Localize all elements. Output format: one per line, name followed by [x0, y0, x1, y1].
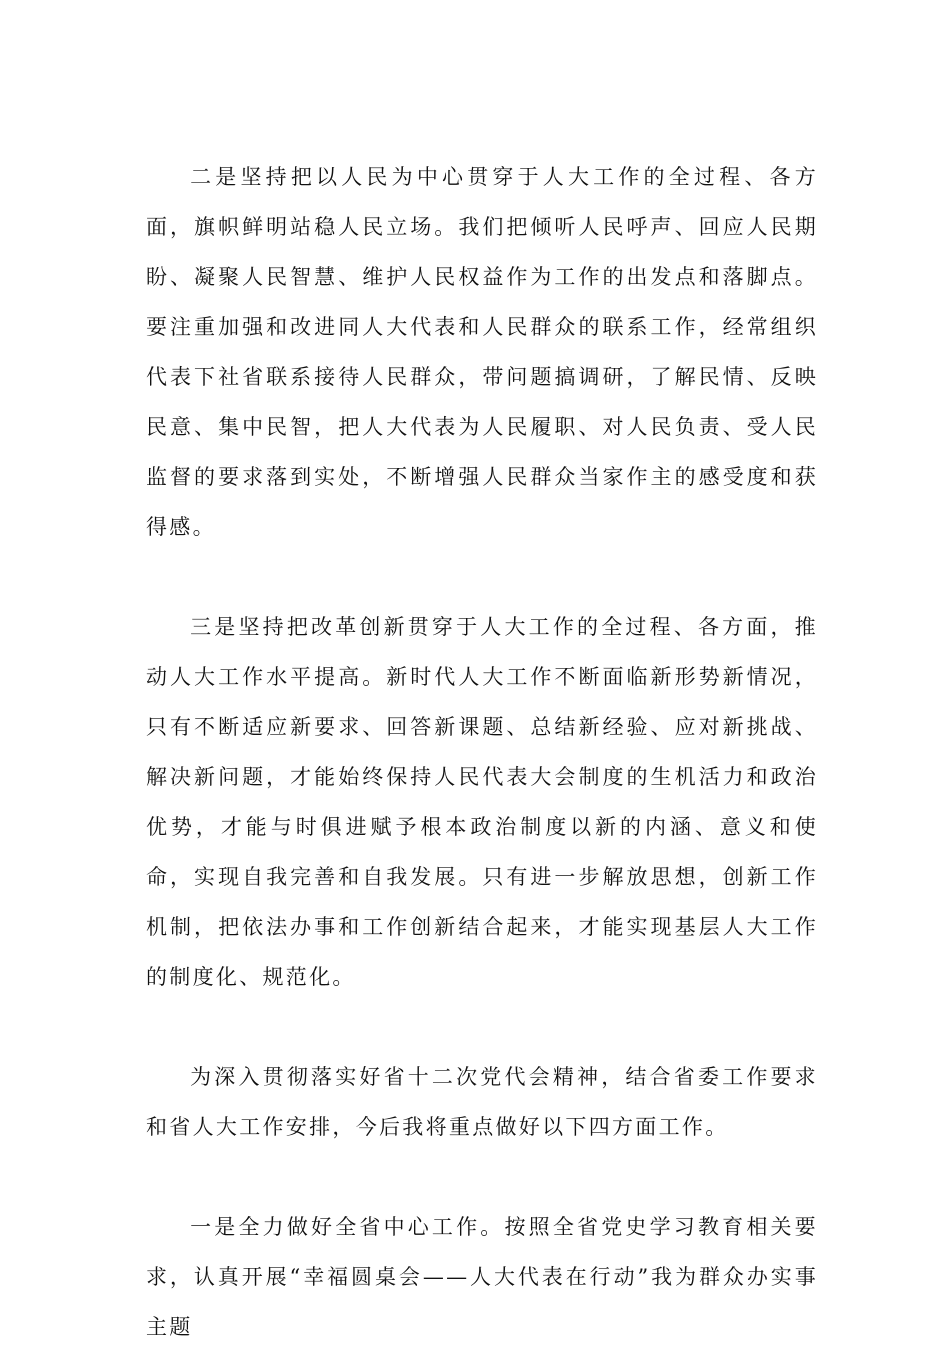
paragraph-reform-innovation: 三是坚持把改革创新贯穿于人大工作的全过程、各方面，推动人大工作水平提高。新时代人大工作不断面临新形势新情况，只有不断适应新要求、回答新课题、总结新经验、应对新挑战、解决新问题，才能始终保持人民代表大会制度的生机活力和政治优势，才能与时俱进赋予根本政治制度以新的内涵、意义和使命，实现自我完善和自我发展。只有进一步解放思想，创新工作机制，把依法办事和工作创新结合起来，才能实现基层人大工作的制度化、规范化。 — [146, 615, 818, 989]
paragraph-central-work: 一是全力做好全省中心工作。按照全省党史学习教育相关要求，认真开展“幸福圆桌会——人大代表在行动”我为群众办实事主题 — [146, 1215, 818, 1339]
document-body — [146, 152, 818, 1352]
paragraph-people-centered: 二是坚持把以人民为中心贯穿于人大工作的全过程、各方面，旗帜鲜明站稳人民立场。我们把倾听人民呼声、回应人民期盼、凝聚人民智慧、维护人民权益作为工作的出发点和落脚点。要注重加强和改进同人大代表和人民群众的联系工作，经常组织代表下社省联系接待人民群众，带问题搞调研，了解民情、反映民意、集中民智，把人大代表为人民履职、对人民负责、受人民监督的要求落到实处，不断增强人民群众当家作主的感受度和获得感。 — [146, 165, 818, 539]
paragraph-work-plan-intro: 为深入贯彻落实好省十二次党代会精神，结合省委工作要求和省人大工作安排，今后我将重点做好以下四方面工作。 — [146, 1065, 818, 1139]
